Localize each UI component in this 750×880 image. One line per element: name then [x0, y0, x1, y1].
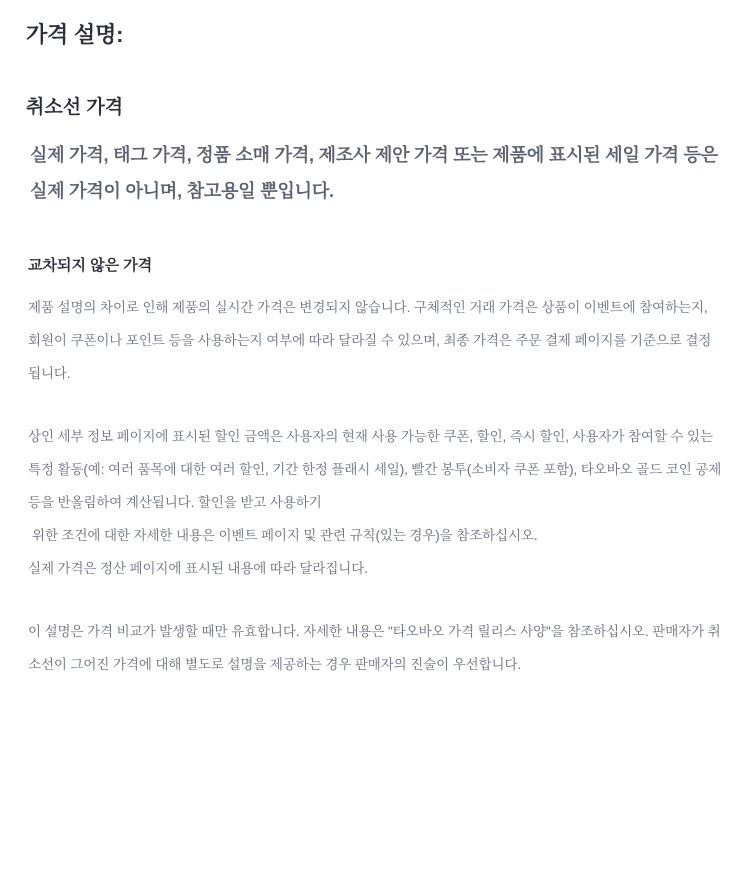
page-title: 가격 설명: — [26, 22, 124, 47]
paragraph-realtime-price: 제품 설명의 차이로 인해 제품의 실시간 가격은 변경되지 않습니다. 구체적인 거래 가격은 상품이 이벤트에 참여하는지, 회원이 쿠폰이나 포인트 등을 사용하는지 여부에 따라 달라질 수 있으며, 최종 가격은 주문 결제 페이지를 기준으로 결정됩니다. — [28, 300, 712, 381]
section-lead-text: 실제 가격, 태그 가격, 정품 소매 가격, 제조사 제안 가격 또는 제품에 표시된 세일 가격 등은 실제 가격이 아니며, 참고용일 뿐입니다. — [30, 145, 718, 201]
paragraph-price-comparison-validity: 이 설명은 가격 비교가 발생할 때만 유효합니다. 자세한 내용은 "타오바오 가격 릴리스 사양"을 참조하십시오. 판매자가 취소선이 그어진 가격에 대해 별도로 설명을 제공하는 경우 판매자의 진술이 우선합니다. — [28, 624, 721, 672]
paragraph-conditions-reference: 위한 조건에 대한 자세한 내용은 이벤트 페이지 및 관련 규칙(있는 경우)을 참조하십시오. — [32, 528, 538, 543]
paragraph-discount-calculation: 상인 세부 정보 페이지에 표시된 할인 금액은 사용자의 현재 사용 가능한 쿠폰, 할인, 즉시 할인, 사용자가 참여할 수 있는 특정 활동(예: 여러 품목에 대한 여러 할인, 기간 한정 플래시 세일), 빨간 봉투(소비자 쿠폰 포함), 타오바오 골드 코인 공제 등을 반올림하여 계산됩니다. 할인을 받고 사용하기 — [28, 429, 722, 510]
section-heading-non-crossed-price: 교차되지 않은 가격 — [28, 257, 153, 274]
section-heading-strikethrough-price: 취소선 가격 — [26, 97, 124, 118]
paragraph-settlement-page: 실제 가격은 정산 페이지에 표시된 내용에 따라 달라집니다. — [28, 561, 368, 576]
